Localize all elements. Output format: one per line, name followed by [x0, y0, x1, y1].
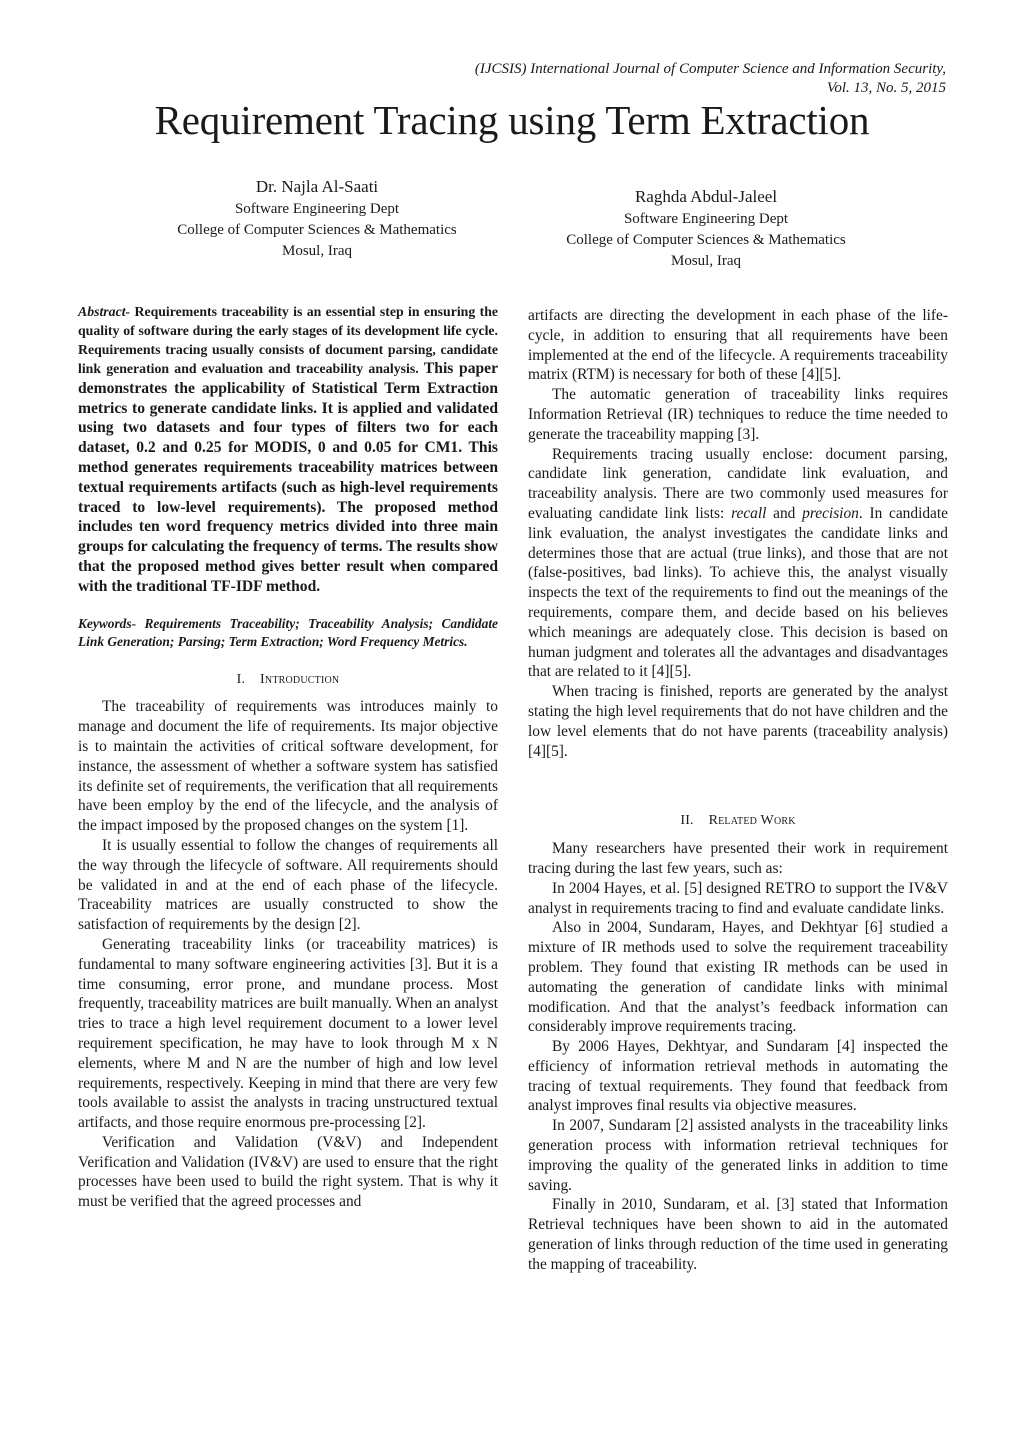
keywords [78, 615, 498, 652]
journal-name: (IJCSIS) International Journal of Computer Science and Information Security, [474, 61, 946, 77]
author-block-1 [140, 176, 494, 262]
section-spacer [528, 761, 948, 793]
author-name: Dr. Najla Al-Saati [255, 177, 379, 196]
paragraph-text: and [773, 504, 796, 522]
abstract-text-2: This paper demonstrates the applicability of Statistical Term Extraction metrics to generate candidate links. It is applied and validated using two datasets and four types of filters two for each dataset, 0.2 and 0.25 for MODIS, 0 and 0.05 for CM1. This method generates requirements traceability matrices between textual requirements artifacts (such as high-level requirements traced to low-level requirements). The proposed method includes ten word frequency metrics divided into three main groups for calculating the frequency of terms. The results show that the proposed method gives better result when compared with the traditional TF-IDF method. [78, 360, 499, 595]
related-paragraph: Many researchers have presented their work in requirement tracing during the last few years, such as: [528, 840, 948, 877]
section-number: II. [680, 813, 694, 829]
intro-paragraph: The traceability of requirements was introduces mainly to manage and document the life of requirements. Its major objective is to maintain the activities of critical software development, for instance, the assessment of whether a software system has satisfied its definite set of requirements, the verification that all requirements have been employ by the end of the lifecycle, and the analysis of the impact imposed by the proposed changes on the system [1]. [78, 698, 498, 835]
intro-paragraph: Verification and Validation (V&V) and Independent Verification and Validation (IV&V) are used to ensure that the right processes have been used to build the right system. That is why it must be verified that the agreed processes and [78, 1133, 498, 1211]
author-college: College of Computer Sciences & Mathematics [177, 222, 457, 238]
section-heading-related-work [528, 811, 948, 831]
author-dept: Software Engineering Dept [623, 211, 789, 227]
author-block-2 [532, 186, 880, 272]
right-column [528, 306, 948, 1275]
body-paragraph: When tracing is finished, reports are generated by the analyst stating the high level requirements that do not have children and the low level elements that do not have parents (traceability analysis) [4][5]. [528, 683, 948, 760]
author-location: Mosul, Iraq [671, 253, 741, 269]
related-paragraph: In 2007, Sundaram [2] assisted analysts in the traceability links generation process with information retrieval techniques for improving the quality of the generated links in addition to time saving. [528, 1117, 948, 1194]
keywords-text: Requirements Traceability; Traceability Analysis; Candidate Link Generation; Parsing; Term Extraction; Word Frequency Metrics. [78, 615, 498, 650]
related-paragraph: Finally in 2010, Sundaram, et al. [3] stated that Information Retrieval techniques have been shown to aid in the automated generation of links through reduction of the time used in generating the mapping of traceability. [528, 1196, 948, 1273]
intro-paragraph: Generating traceability links (or traceability matrices) is fundamental to many software engineering activities [3]. But it is a time consuming, error prone, and mundane process. Most frequently, traceability matrices are built manually. When an analyst tries to trace a high level requirement document to a lower level requirement specification, he may have to look through M x N elements, where M and N are the number of high and low level requirements, respectively. Keeping in mind that there are very few tools available to assist the analysts in tracing unstructured textual artifacts, and those require enormous pre-processing [2]. [78, 935, 498, 1132]
abstract-label: Abstract- [78, 304, 131, 319]
paper-title: Requirement Tracing using Term Extraction [154, 97, 870, 143]
section-number: I. [236, 671, 246, 687]
author-name: Raghda Abdul-Jaleel [634, 187, 778, 206]
section-heading-introduction [78, 670, 498, 690]
left-column [78, 302, 498, 1212]
term-precision: precision [802, 504, 859, 522]
paragraph-text: . In candidate link evaluation, the analyst investigates the candidate links and determines those that are actual (true links), and those that are not (false-positives, bad links). To achieve this, the analyst visually inspects the text of the requirements to find out the meanings of the requirements, compare them, and decide based on his believes which meanings are adequately close. This decision is based on human judgment and tolerates all the advantages and disadvantages that are related to it [4][5]. [528, 504, 948, 681]
term-recall: recall [731, 504, 767, 522]
body-paragraph [528, 445, 948, 683]
related-paragraph: Also in 2004, Sundaram, Hayes, and Dekhtyar [6] studied a mixture of IR methods used to solve the requirement traceability problem. They found that existing IR methods can be used in automating the generation of candidate links with minimal modification. And that the analyst’s feedback information can considerably improve requirements tracing. [528, 919, 948, 1036]
keywords-label: Keywords- [78, 615, 137, 631]
body-paragraph: The automatic generation of traceability links requires Information Retrieval (IR) techniques to reduce the time needed to generate the traceability mapping [3]. [528, 386, 948, 443]
abstract [78, 302, 498, 597]
journal-volume: Vol. 13, No. 5, 2015 [826, 80, 946, 96]
section-title: Related Work [708, 813, 796, 829]
related-paragraph: In 2004 Hayes, et al. [5] designed RETRO to support the IV&V analyst in requirements tracing to find and evaluate candidate links. [528, 879, 948, 917]
body-paragraph: artifacts are directing the development in each phase of the life-cycle, in addition to ensuring that all requirements have been implemented at the end of the lifecycle. A requirements traceability matrix (RTM) is necessary for both of these [4][5]. [528, 307, 948, 384]
author-location: Mosul, Iraq [282, 243, 352, 259]
intro-paragraph: It is usually essential to follow the changes of requirements all the way through the lifecycle of software. All requirements should be validated in and at the end of each phase of the lifecycle. Traceability matrices are usually constructed to show the satisfaction of requirements by the design [2]. [78, 836, 498, 934]
paragraph-text: Requirements tracing usually enclose: document parsing, candidate link generation, candidate link evaluation, and traceability analysis. There are two commonly used measures for evaluating candidate link lists: [528, 445, 948, 522]
section-title: Introduction [260, 671, 340, 687]
author-college: College of Computer Sciences & Mathematics [566, 232, 846, 248]
author-dept: Software Engineering Dept [234, 201, 400, 217]
related-paragraph: By 2006 Hayes, Dekhtyar, and Sundaram [4] inspected the efficiency of information retrieval methods in automating the tracing of textual requirements. They found that feedback from analyst improves final results via objective measures. [528, 1038, 948, 1115]
abstract-text-1: Requirements traceability is an essential step in ensuring the quality of software during the early stages of its development life cycle. Requirements tracing usually consists of document parsing, candidate link generation and evaluation and traceability analysis. [78, 304, 498, 376]
journal-header [475, 60, 946, 98]
